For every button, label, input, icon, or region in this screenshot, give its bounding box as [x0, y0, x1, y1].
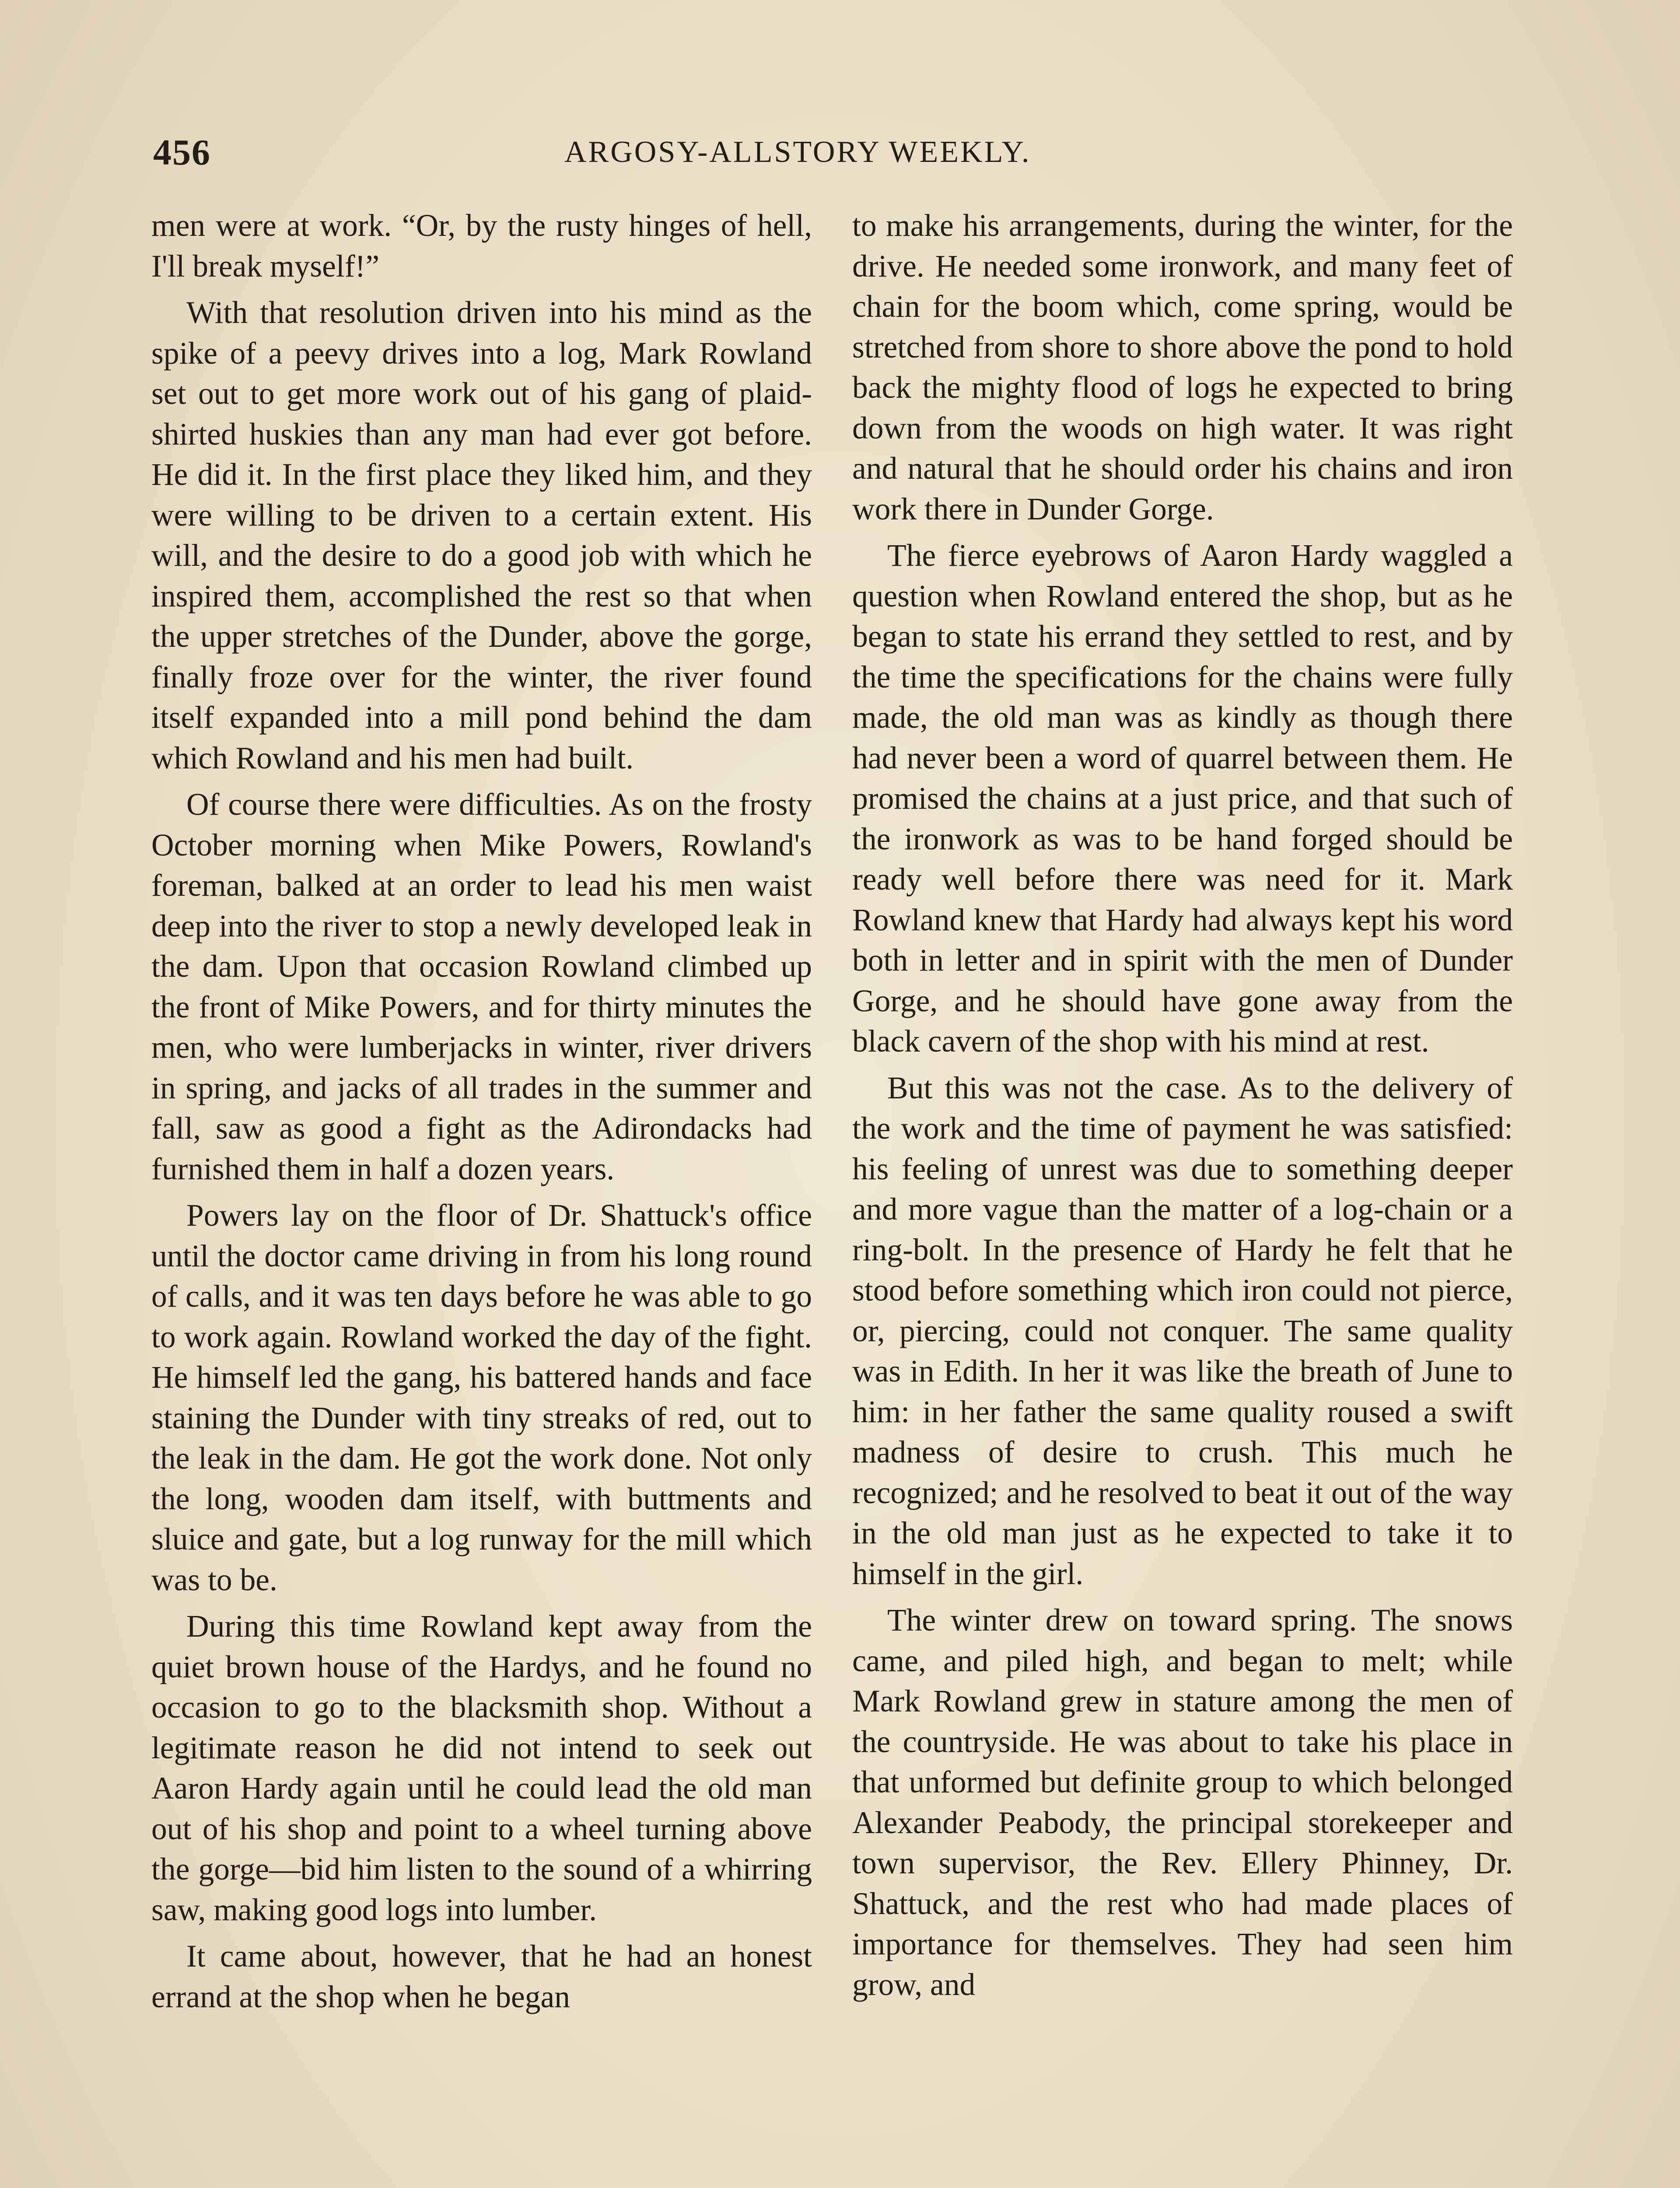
paragraph: But this was not the case. As to the delivery of the work and the time of payment he was satisfied: his feeling of unrest was due to something deeper and more vague than the matter of a log-chain or a ring-bolt. In the presence of Hardy he felt that he stood before something which iron could not pierce, or, piercing, could not conquer. The same quality was in Edith. In her it was like the breath of June to him: in her father the same quality roused a swift madness of desire to crush. This much he recognized; and he resolved to beat it out of the way in the old man just as he expected to take it to himself in the girl. [852, 1070, 1513, 1591]
paragraph: Of course there were difficulties. As on the frosty October morning when Mike Powers, Rowland's foreman, balked at an order to lead his men waist deep into the river to stop a newly developed leak in the dam. Upon that occasion Rowland climbed up the front of Mike Powers, and for thirty minutes the men, who were lumberjacks in winter, river drivers in spring, and jacks of all trades in the summer and fall, saw as good a fight as the Adirondacks had furnished them in half a dozen years. [151, 787, 812, 1186]
paragraph: The fierce eyebrows of Aaron Hardy waggled a question when Rowland entered the shop, but as he began to state his errand they settled to rest, and by the time the specifications for the chains were fully made, the old man was as kindly as though there had never been a word of quarrel between them. He promised the chains at a just price, and that such of the ironwork as was to be hand forged should be ready well before there was need for it. Mark Rowland knew that Hardy had always kept his word both in letter and in spirit with the men of Dunder Gorge, and he should have gone away from the black cavern of the shop with his mind at rest. [852, 538, 1513, 1059]
paragraph: to make his arrangements, during the winter, for the drive. He needed some ironwork, and many feet of chain for the boom which, come spring, would be stretched from shore to shore above the pond to hold back the mighty flood of logs he expected to bring down from the woods on high water. It was right and natural that he should order his chains and iron work there in Dunder Gorge. [852, 208, 1513, 526]
paragraph: During this time Rowland kept away from the quiet brown house of the Hardys, and he found no occasion to go to the blacksmith shop. Without a legitimate reason he did not intend to seek out Aaron Hardy again until he could lead the old man out of his shop and point to a wheel turning above the gorge—bid him listen to the sound of a whirring saw, making good logs into lumber. [151, 1609, 812, 1927]
paragraph: With that resolution driven into his mind as the spike of a peevy drives into a log, Mark Rowland set out to get more work out of his gang of plaid-shirted huskies than any man had ever got before. He did it. In the first place they liked him, and they were willing to be driven to a certain extent. His will, and the desire to do a good job with which he inspired them, accomplished the rest so that when the upper stretches of the Dunder, above the gorge, finally froze over for the winter, the river found itself expanded into a mill pond behind the dam which Rowland and his men had built. [151, 295, 812, 775]
paragraph: men were at work. “Or, by the rusty hinges of hell, I'll break myself!” [151, 208, 812, 284]
paragraph: Powers lay on the floor of Dr. Shattuck's office until the doctor came driving in from his long round of calls, and it was ten days before he was able to go to work again. Rowland worked the day of the fight. He himself led the gang, his battered hands and face staining the Dunder with tiny streaks of red, out to the leak in the dam. He got the work done. Not only the long, wooden dam itself, with buttments and sluice and gate, but a log runway for the mill which was to be. [151, 1198, 812, 1597]
paragraph: It came about, however, that he had an honest errand at the shop when he began [151, 1939, 812, 2014]
running-title: ARGOSY-ALLSTORY WEEKLY. [564, 135, 1031, 169]
right-column [852, 206, 1513, 2011]
page-number: 456 [153, 132, 211, 173]
page-header [153, 131, 1116, 179]
left-column [151, 206, 812, 2023]
paragraph: The winter drew on toward spring. The snows came, and piled high, and began to melt; while Mark Rowland grew in stature among the men of the countryside. He was about to take his place in that unformed but definite group to which belonged Alexander Peabody, the principal storekeeper and town supervisor, the Rev. Ellery Phinney, Dr. Shattuck, and the rest who had made places of importance for themselves. They had seen him grow, and [852, 1603, 1513, 2002]
